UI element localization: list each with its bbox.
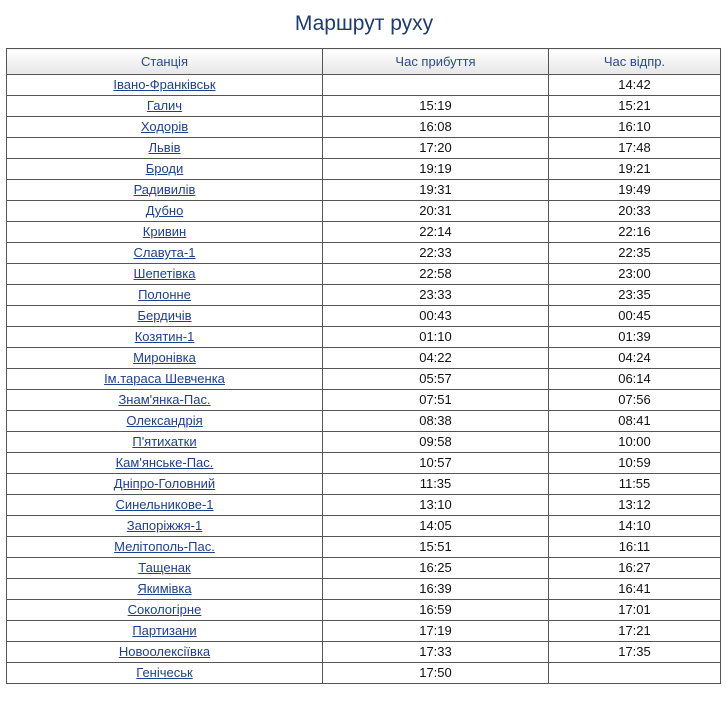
arrival-time-cell: 04:22 xyxy=(323,348,549,369)
arrival-time-cell: 17:50 xyxy=(323,663,549,684)
arrival-time-cell: 13:10 xyxy=(323,495,549,516)
station-link[interactable]: Славута-1 xyxy=(133,245,196,260)
station-cell xyxy=(7,75,323,96)
station-link[interactable]: Полонне xyxy=(138,287,191,302)
table-row xyxy=(7,537,721,558)
table-row xyxy=(7,159,721,180)
table-row xyxy=(7,348,721,369)
column-header-departure: Час відпр. xyxy=(549,49,721,75)
arrival-time-cell: 01:10 xyxy=(323,327,549,348)
arrival-time-cell: 05:57 xyxy=(323,369,549,390)
station-cell xyxy=(7,96,323,117)
table-row xyxy=(7,75,721,96)
arrival-time-cell: 07:51 xyxy=(323,390,549,411)
station-cell xyxy=(7,180,323,201)
station-link[interactable]: Синельникове-1 xyxy=(115,497,214,512)
departure-time-cell: 23:35 xyxy=(549,285,721,306)
arrival-time-cell: 16:25 xyxy=(323,558,549,579)
departure-time-cell: 17:35 xyxy=(549,642,721,663)
table-row xyxy=(7,201,721,222)
station-cell xyxy=(7,264,323,285)
arrival-time-cell: 08:38 xyxy=(323,411,549,432)
station-cell xyxy=(7,411,323,432)
arrival-time-cell: 19:31 xyxy=(323,180,549,201)
table-row xyxy=(7,411,721,432)
table-row xyxy=(7,96,721,117)
station-link[interactable]: Партизани xyxy=(132,623,197,638)
table-row xyxy=(7,390,721,411)
departure-time-cell: 06:14 xyxy=(549,369,721,390)
arrival-time-cell: 17:33 xyxy=(323,642,549,663)
station-link[interactable]: Галич xyxy=(146,98,183,113)
table-row xyxy=(7,138,721,159)
column-header-station: Станція xyxy=(7,49,323,75)
departure-time-cell: 16:11 xyxy=(549,537,721,558)
departure-time-cell: 16:41 xyxy=(549,579,721,600)
station-cell xyxy=(7,621,323,642)
table-row xyxy=(7,600,721,621)
station-link[interactable]: Броди xyxy=(145,161,184,176)
table-row xyxy=(7,117,721,138)
arrival-time-cell: 09:58 xyxy=(323,432,549,453)
departure-time-cell: 10:59 xyxy=(549,453,721,474)
station-link[interactable]: П'ятихатки xyxy=(132,434,197,449)
departure-time-cell: 11:55 xyxy=(549,474,721,495)
station-link[interactable]: Мелітополь-Пас. xyxy=(114,539,215,554)
station-link[interactable]: Знам'янка-Пас. xyxy=(118,392,211,407)
table-row xyxy=(7,495,721,516)
departure-time-cell: 19:21 xyxy=(549,159,721,180)
station-cell xyxy=(7,243,323,264)
table-row xyxy=(7,474,721,495)
departure-time-cell: 17:48 xyxy=(549,138,721,159)
station-link[interactable]: Ходорів xyxy=(140,119,189,134)
arrival-time-cell: 16:59 xyxy=(323,600,549,621)
arrival-time-cell xyxy=(323,75,549,96)
arrival-time-cell: 16:39 xyxy=(323,579,549,600)
station-cell xyxy=(7,558,323,579)
station-cell xyxy=(7,495,323,516)
arrival-time-cell: 22:14 xyxy=(323,222,549,243)
departure-time-cell: 22:16 xyxy=(549,222,721,243)
departure-time-cell: 04:24 xyxy=(549,348,721,369)
departure-time-cell: 22:35 xyxy=(549,243,721,264)
station-cell xyxy=(7,516,323,537)
table-row xyxy=(7,264,721,285)
arrival-time-cell: 22:33 xyxy=(323,243,549,264)
station-cell xyxy=(7,138,323,159)
departure-time-cell: 19:49 xyxy=(549,180,721,201)
departure-time-cell: 20:33 xyxy=(549,201,721,222)
station-cell xyxy=(7,432,323,453)
departure-time-cell: 17:21 xyxy=(549,621,721,642)
table-row xyxy=(7,579,721,600)
table-row xyxy=(7,222,721,243)
departure-time-cell: 14:10 xyxy=(549,516,721,537)
station-link[interactable]: Бердичів xyxy=(137,308,192,323)
station-link[interactable]: Радивилів xyxy=(133,182,196,197)
arrival-time-cell: 17:19 xyxy=(323,621,549,642)
station-link[interactable]: Дніпро-Головний xyxy=(113,476,216,491)
departure-time-cell: 17:01 xyxy=(549,600,721,621)
station-cell xyxy=(7,390,323,411)
station-cell xyxy=(7,663,323,684)
arrival-time-cell: 10:57 xyxy=(323,453,549,474)
table-row xyxy=(7,558,721,579)
departure-time-cell: 16:27 xyxy=(549,558,721,579)
station-link[interactable]: Олександрія xyxy=(126,413,203,428)
page-title: Маршрут руху xyxy=(294,12,434,35)
table-row xyxy=(7,285,721,306)
station-link[interactable]: Тащенак xyxy=(138,560,191,575)
route-table xyxy=(6,48,721,684)
station-cell xyxy=(7,159,323,180)
table-header-row xyxy=(7,49,721,75)
table-row xyxy=(7,369,721,390)
table-row xyxy=(7,621,721,642)
table-row xyxy=(7,306,721,327)
station-cell xyxy=(7,117,323,138)
station-cell xyxy=(7,348,323,369)
station-link[interactable]: Шепетівка xyxy=(133,266,196,281)
station-link[interactable]: Запоріжжя-1 xyxy=(126,518,203,533)
station-cell xyxy=(7,222,323,243)
arrival-time-cell: 17:20 xyxy=(323,138,549,159)
table-row xyxy=(7,180,721,201)
arrival-time-cell: 19:19 xyxy=(323,159,549,180)
station-link[interactable]: Кам'янське-Пас. xyxy=(115,455,214,470)
arrival-time-cell: 14:05 xyxy=(323,516,549,537)
column-header-arrival: Час прибуття xyxy=(323,49,549,75)
station-cell xyxy=(7,579,323,600)
station-cell xyxy=(7,201,323,222)
arrival-time-cell: 15:51 xyxy=(323,537,549,558)
table-row xyxy=(7,243,721,264)
station-link[interactable]: Львів xyxy=(148,140,181,155)
arrival-time-cell: 20:31 xyxy=(323,201,549,222)
table-row xyxy=(7,663,721,684)
station-link[interactable]: Кривин xyxy=(142,224,187,239)
station-cell xyxy=(7,474,323,495)
table-row xyxy=(7,516,721,537)
departure-time-cell xyxy=(549,663,721,684)
route-table-body xyxy=(7,75,721,684)
station-link[interactable]: Новоолексіївка xyxy=(118,644,211,659)
arrival-time-cell: 00:43 xyxy=(323,306,549,327)
table-row xyxy=(7,432,721,453)
arrival-time-cell: 23:33 xyxy=(323,285,549,306)
arrival-time-cell: 22:58 xyxy=(323,264,549,285)
departure-time-cell: 10:00 xyxy=(549,432,721,453)
departure-time-cell: 08:41 xyxy=(549,411,721,432)
departure-time-cell: 23:00 xyxy=(549,264,721,285)
station-link[interactable]: Дубно xyxy=(145,203,184,218)
station-link[interactable]: Миронівка xyxy=(133,350,196,365)
station-cell xyxy=(7,600,323,621)
station-cell xyxy=(7,453,323,474)
station-link[interactable]: Якимівка xyxy=(137,581,192,596)
station-cell xyxy=(7,306,323,327)
arrival-time-cell: 11:35 xyxy=(323,474,549,495)
table-row xyxy=(7,642,721,663)
arrival-time-cell: 15:19 xyxy=(323,96,549,117)
table-row xyxy=(7,327,721,348)
departure-time-cell: 13:12 xyxy=(549,495,721,516)
arrival-time-cell: 16:08 xyxy=(323,117,549,138)
station-link[interactable]: Козятин-1 xyxy=(134,329,195,344)
station-cell xyxy=(7,285,323,306)
departure-time-cell: 15:21 xyxy=(549,96,721,117)
departure-time-cell: 00:45 xyxy=(549,306,721,327)
departure-time-cell: 16:10 xyxy=(549,117,721,138)
station-link[interactable]: Ім.тараса Шевченка xyxy=(104,371,225,386)
station-link[interactable]: Івано-Франківськ xyxy=(113,77,216,92)
departure-time-cell: 01:39 xyxy=(549,327,721,348)
station-cell xyxy=(7,369,323,390)
departure-time-cell: 14:42 xyxy=(549,75,721,96)
departure-time-cell: 07:56 xyxy=(549,390,721,411)
table-row xyxy=(7,453,721,474)
station-cell xyxy=(7,327,323,348)
station-cell xyxy=(7,642,323,663)
station-link[interactable]: Сокологірне xyxy=(127,602,202,617)
station-link[interactable]: Генічеськ xyxy=(136,665,193,680)
station-cell xyxy=(7,537,323,558)
